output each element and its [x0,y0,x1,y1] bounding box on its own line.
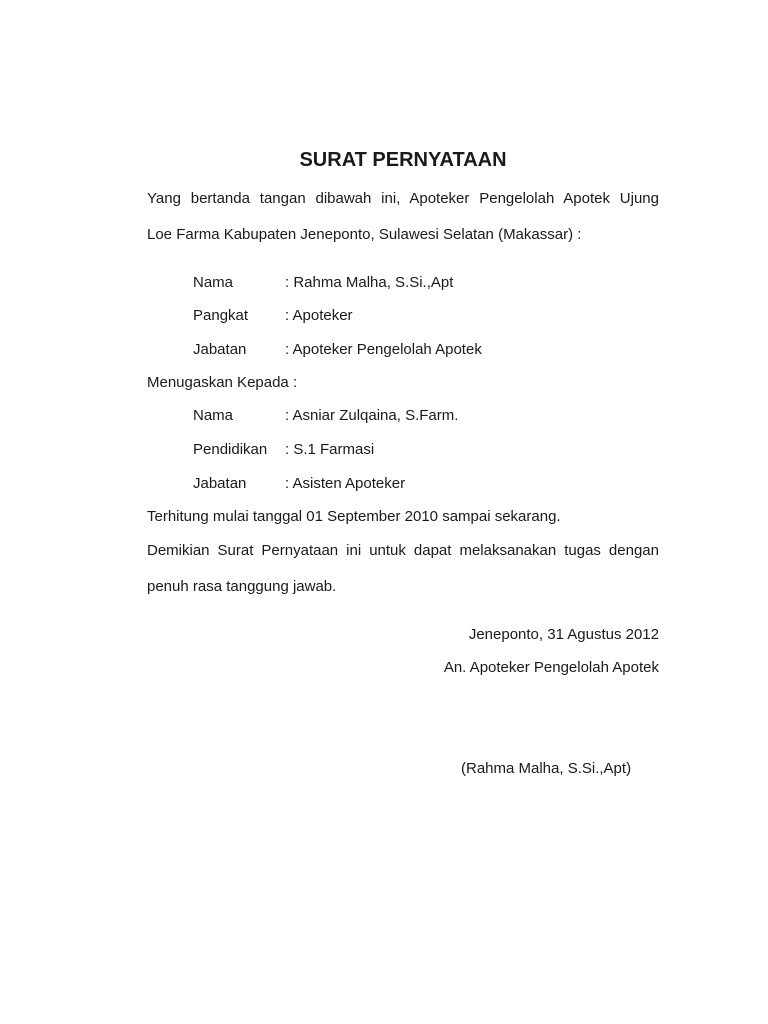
signer-name-label: Nama [193,274,234,291]
signer-role: An. Apoteker Pengelolah Apotek [443,659,659,676]
intro-line-2: Loe Farma Kabupaten Jeneponto, Sulawesi Selatan (Makassar) : [147,226,582,243]
signer-rank-label: Pangkat [193,307,249,324]
signer-position-label: Jabatan [193,341,247,358]
closing-line-1: Demikian Surat Pernyataan ini untuk dapat melaksanakan tugas dengan [147,542,659,559]
assignee-name-value: : Asniar Zulqaina, S.Farm. [285,407,459,424]
signer-position-value: : Apoteker Pengelolah Apotek [285,341,482,358]
closing-line-2: penuh rasa tanggung jawab. [147,578,337,595]
signer-name-value: : Rahma Malha, S.Si.,Apt [285,274,454,291]
signer-signature-name: (Rahma Malha, S.Si.,Apt) [461,760,632,777]
assignee-education-label: Pendidikan [193,441,268,458]
assign-heading: Menugaskan Kepada : [147,374,298,391]
document-title: SURAT PERNYATAAN [299,149,507,171]
assignee-position-value: : Asisten Apoteker [285,475,406,492]
period-text: Terhitung mulai tanggal 01 September 2010 sampai sekarang. [147,508,561,525]
assignee-name-label: Nama [193,407,234,424]
assignee-education-value: : S.1 Farmasi [285,441,375,458]
intro-line-1: Yang bertanda tangan dibawah ini, Apoteker Pengelolah Apotek Ujung [147,190,659,207]
assignee-position-label: Jabatan [193,475,247,492]
place-date: Jeneponto, 31 Agustus 2012 [468,626,659,643]
signer-rank-value: : Apoteker [285,307,353,324]
